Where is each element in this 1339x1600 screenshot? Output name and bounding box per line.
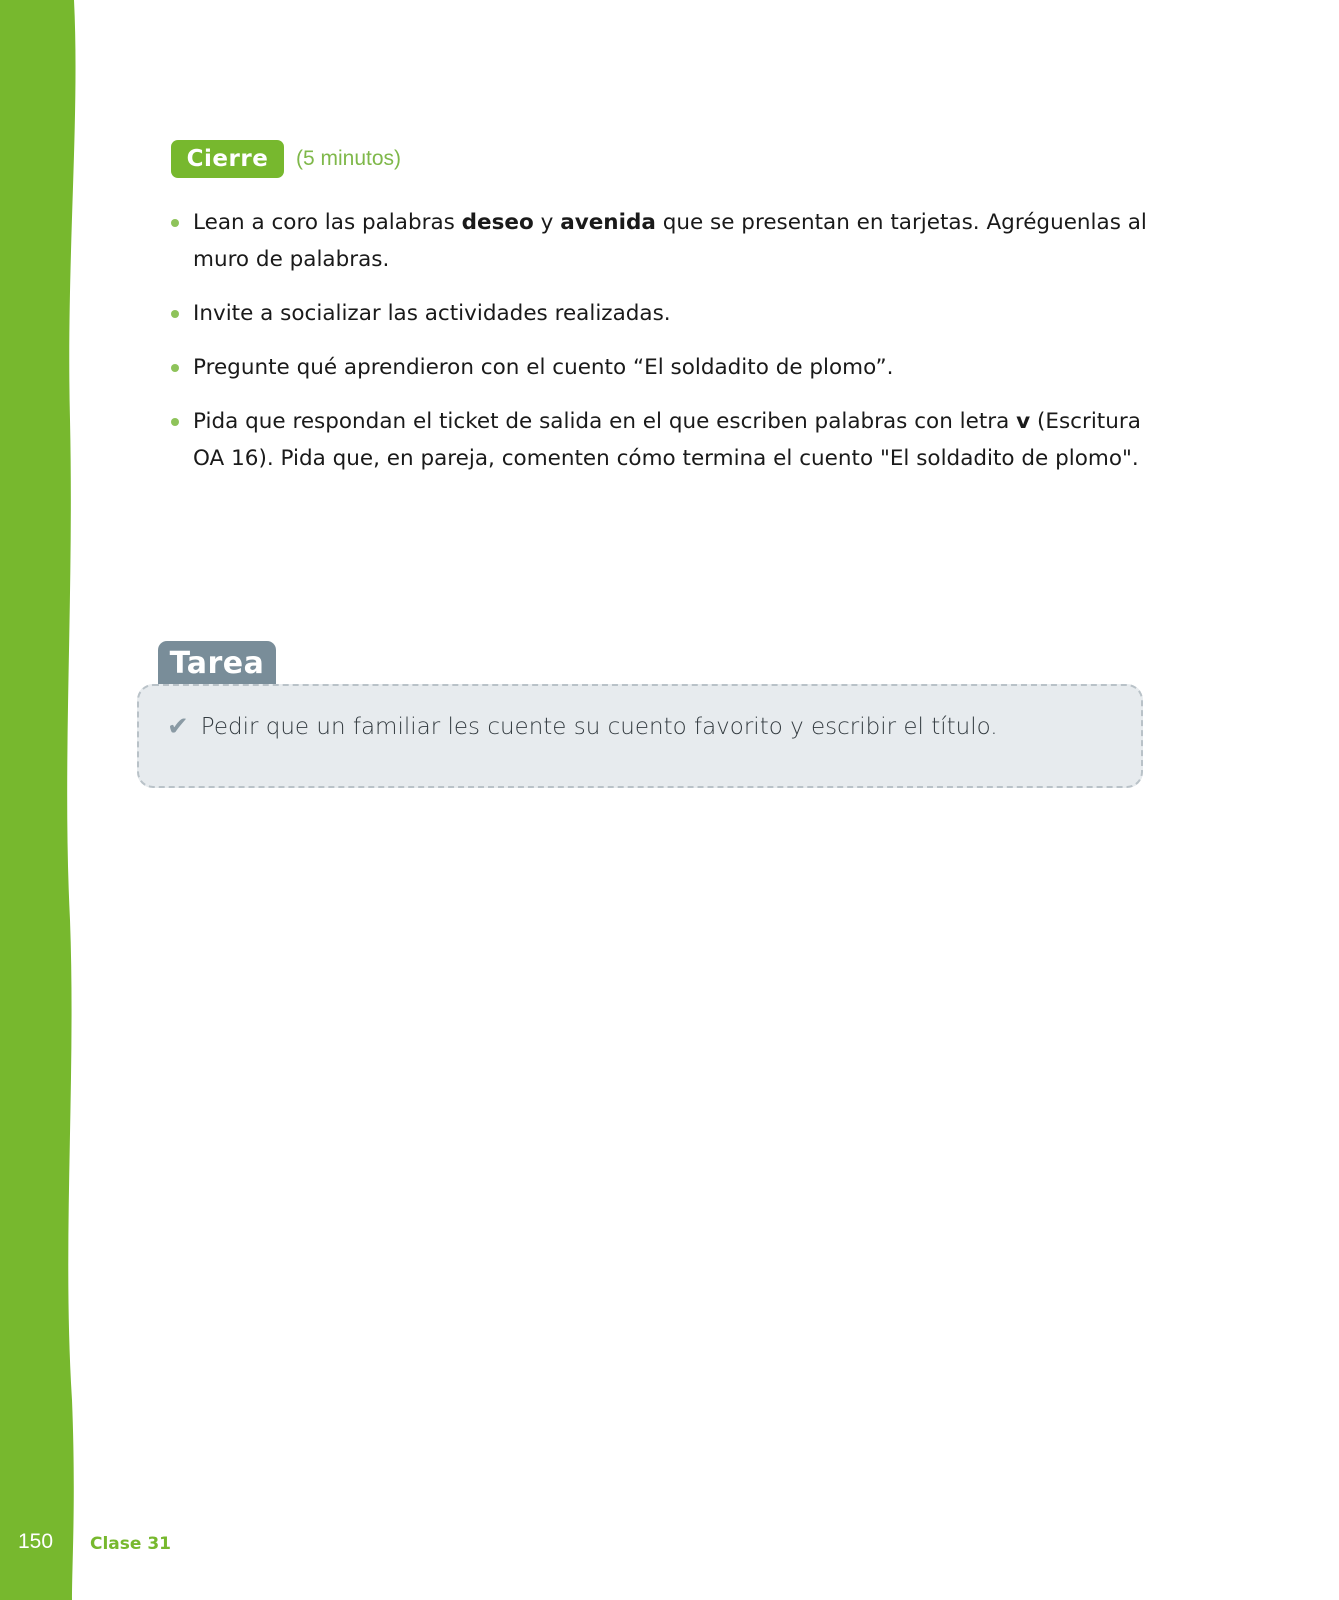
cierre-header bbox=[171, 140, 401, 178]
green-side-band bbox=[0, 0, 90, 1600]
cierre-duration: (5 minutos) bbox=[296, 147, 402, 170]
cierre-tag: Cierre bbox=[171, 140, 284, 178]
list-item: Lean a coro las palabras deseo y avenida que se presentan en tarjetas. Agréguenlas al muro de palabras. bbox=[171, 204, 1156, 278]
tarea-title: Tarea bbox=[158, 641, 276, 685]
list-item: Invite a socializar las actividades realizadas. bbox=[171, 295, 1156, 332]
class-label: Clase 31 bbox=[90, 1534, 171, 1554]
tarea-item bbox=[167, 712, 998, 742]
bullet-icon bbox=[171, 219, 179, 227]
check-icon: ✔ bbox=[167, 712, 189, 742]
tarea-text: Pedir que un familiar les cuente su cuento favorito y escribir el título. bbox=[200, 714, 998, 740]
list-item: Pida que respondan el ticket de salida en el que escriben palabras con letra v (Escritura OA 16). Pida que, en pareja, comenten cómo termina el cuento "El soldadito de plomo". bbox=[171, 403, 1156, 477]
page-number: 150 bbox=[18, 1530, 54, 1553]
bullet-icon bbox=[171, 418, 179, 426]
bullet-icon bbox=[171, 364, 179, 372]
cierre-list bbox=[171, 204, 1156, 494]
list-item: Pregunte qué aprendieron con el cuento “El soldadito de plomo”. bbox=[171, 349, 1156, 386]
tarea-box bbox=[137, 684, 1143, 788]
bullet-icon bbox=[171, 310, 179, 318]
